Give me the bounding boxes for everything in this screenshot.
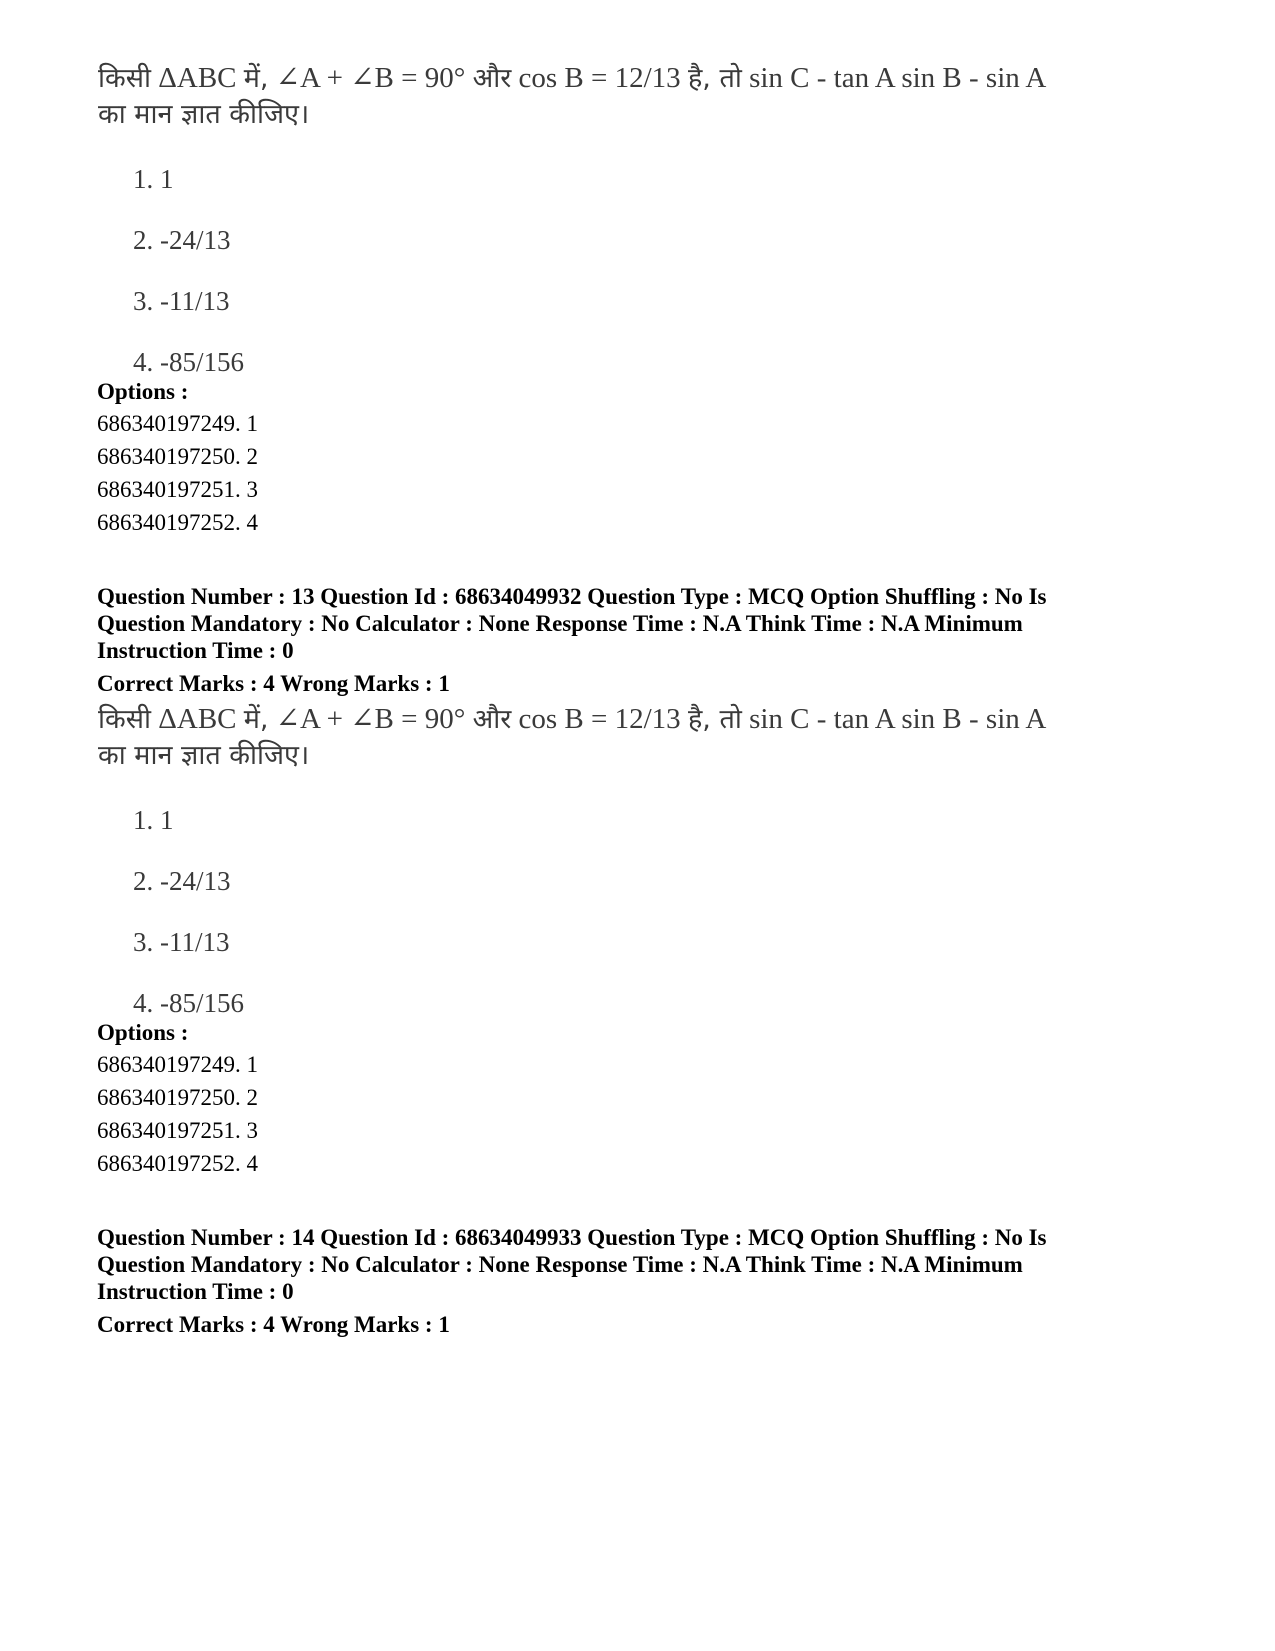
- q13-marks: Correct Marks : 4 Wrong Marks : 1: [97, 671, 450, 696]
- option-id-4: 686340197252. 4: [97, 510, 258, 535]
- q13-option-id-1: 686340197249. 1: [97, 1052, 258, 1077]
- option-id-1: 686340197249. 1: [97, 411, 258, 436]
- choice-3: 3. -11/13: [133, 286, 230, 316]
- q13-question-text-line2: का मान ज्ञात कीजिए।: [98, 740, 310, 771]
- choice-1: 1. 1: [133, 164, 174, 194]
- q13-header-line2: Question Mandatory : No Calculator : None Response Time : N.A Think Time : N.A Minimum: [97, 611, 1023, 636]
- choice-2: 2. -24/13: [133, 225, 231, 255]
- q13-header-line1: Question Number : 13 Question Id : 68634049932 Question Type : MCQ Option Shuffling : No Is: [97, 584, 1047, 609]
- q13-header-line3: Instruction Time : 0: [97, 638, 294, 663]
- question-text-line2: का मान ज्ञात कीजिए।: [98, 99, 310, 130]
- q13-options-label: Options :: [97, 1020, 189, 1045]
- q14-header-line1: Question Number : 14 Question Id : 68634049933 Question Type : MCQ Option Shuffling : No Is: [97, 1225, 1047, 1250]
- q14-marks: Correct Marks : 4 Wrong Marks : 1: [97, 1312, 450, 1337]
- option-id-2: 686340197250. 2: [97, 444, 258, 469]
- q13-choice-1: 1. 1: [133, 805, 174, 835]
- q13-choice-3: 3. -11/13: [133, 927, 230, 957]
- q13-option-id-4: 686340197252. 4: [97, 1151, 258, 1176]
- q13-question-text-line1: किसी ΔABC में, ∠A + ∠B = 90° और cos B = 12/13 है, तो sin C - tan A sin B - sin A: [98, 703, 1047, 735]
- q13-choice-2: 2. -24/13: [133, 866, 231, 896]
- q13-option-id-3: 686340197251. 3: [97, 1118, 258, 1143]
- q13-option-id-2: 686340197250. 2: [97, 1085, 258, 1110]
- q14-header-line3: Instruction Time : 0: [97, 1279, 294, 1304]
- q14-header-line2: Question Mandatory : No Calculator : None Response Time : N.A Think Time : N.A Minimum: [97, 1252, 1023, 1277]
- option-id-3: 686340197251. 3: [97, 477, 258, 502]
- options-label: Options :: [97, 379, 189, 404]
- question-text-line1: किसी ΔABC में, ∠A + ∠B = 90° और cos B = 12/13 है, तो sin C - tan A sin B - sin A: [98, 62, 1047, 94]
- choice-4: 4. -85/156: [133, 347, 244, 377]
- q13-choice-4: 4. -85/156: [133, 988, 244, 1018]
